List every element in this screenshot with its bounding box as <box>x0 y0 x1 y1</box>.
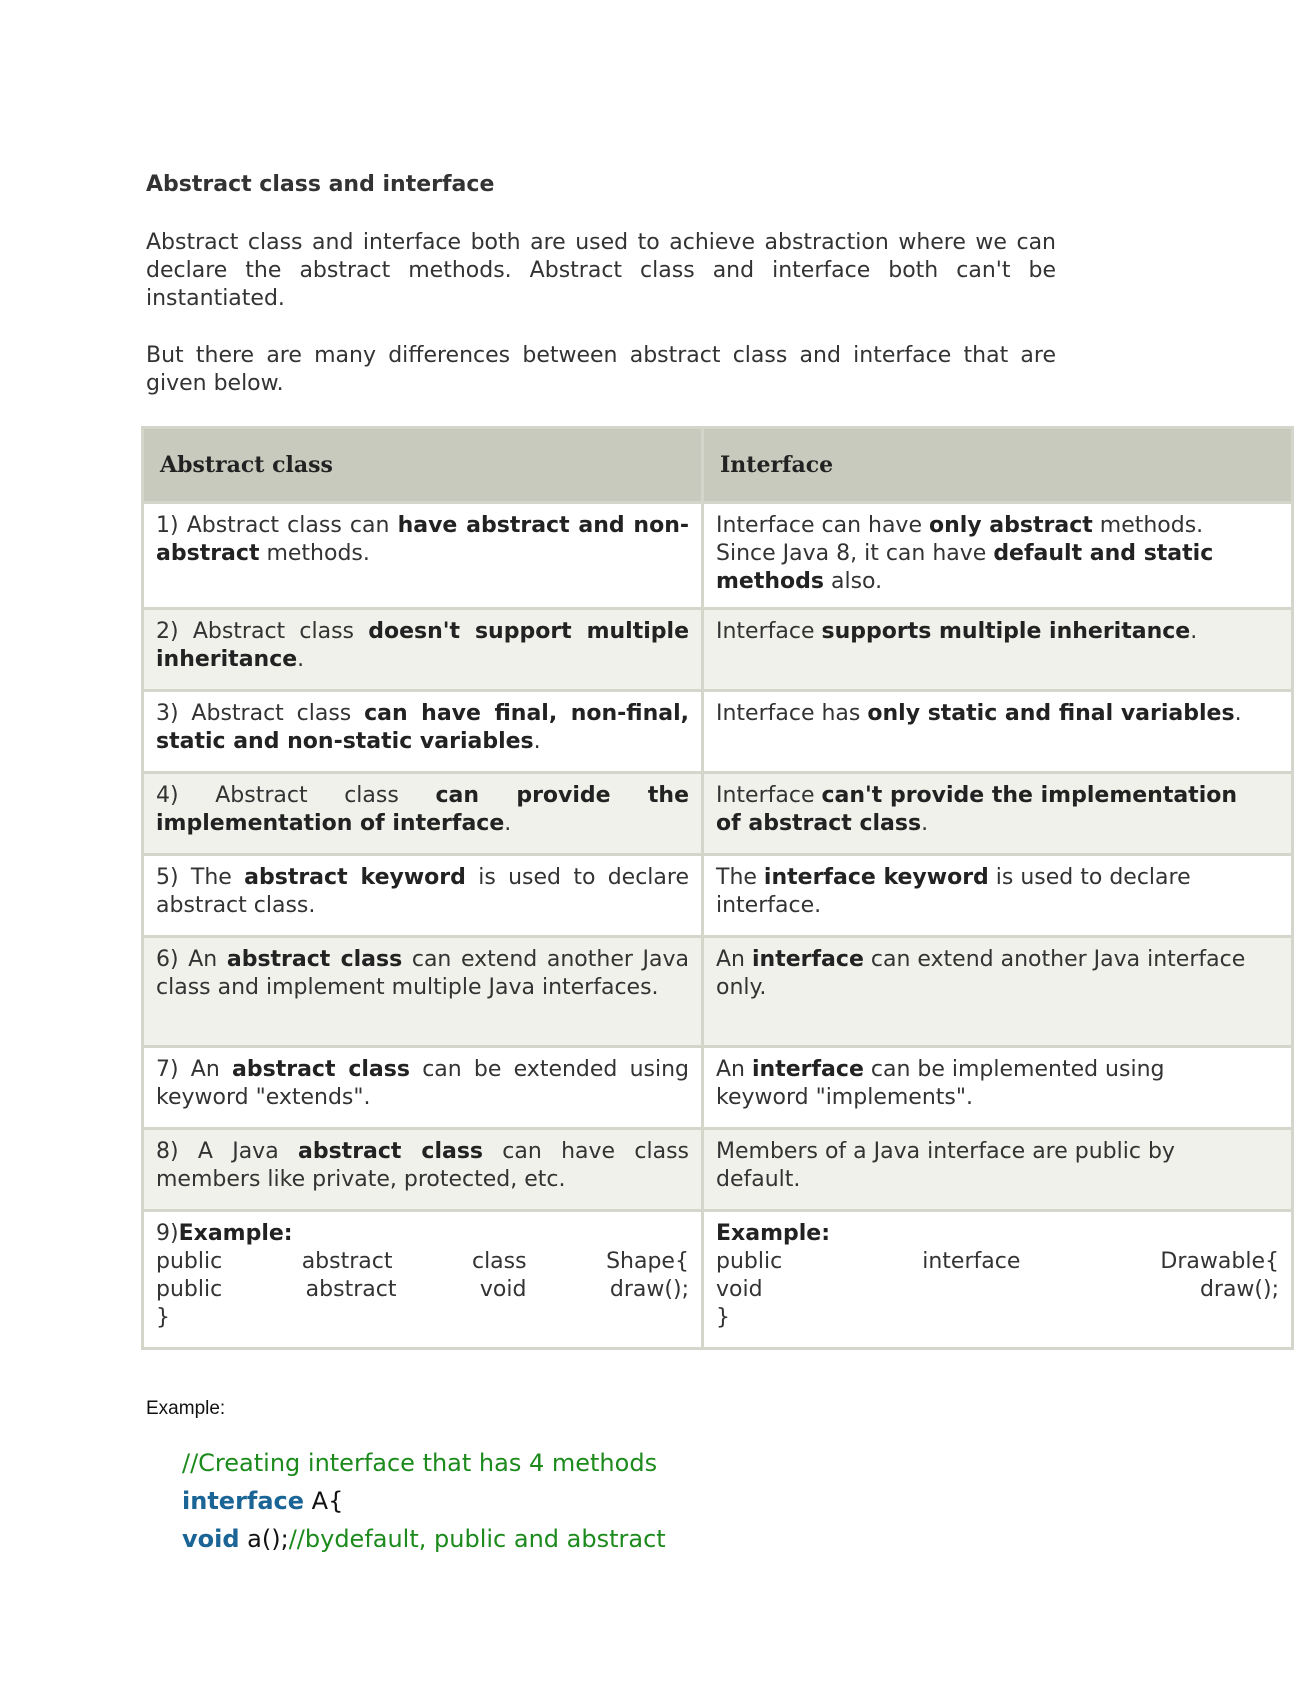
differences-paragraph: But there are many differences between abstract class and interface that are given below. <box>146 343 1056 396</box>
abstract-class-cell: 2) Abstract class doesn't support multiple inheritance. <box>143 609 703 691</box>
table-row <box>143 609 1293 691</box>
header-abstract-class: Abstract class <box>143 428 703 503</box>
code-line-method: void a();//bydefault, public and abstract <box>182 1525 666 1553</box>
page-title: Abstract class and interface <box>146 172 495 197</box>
abstract-class-example-cell: 9)Example: public abstract class Shape{ public abstract void draw(); } <box>143 1211 703 1349</box>
interface-cell: An interface can be implemented using keyword "implements". <box>703 1047 1293 1129</box>
interface-cell: Interface has only static and final variables. <box>703 691 1293 773</box>
header-interface: Interface <box>703 428 1293 503</box>
table-row <box>143 691 1293 773</box>
abstract-class-cell: 7) An abstract class can be extended using keyword "extends". <box>143 1047 703 1129</box>
table-row <box>143 1211 1293 1349</box>
interface-cell: Interface can't provide the implementation of abstract class. <box>703 773 1293 855</box>
table-row <box>143 1129 1293 1211</box>
table-row <box>143 855 1293 937</box>
comparison-table <box>141 426 1294 1350</box>
code-line-interface: interface A{ <box>182 1487 344 1515</box>
interface-example-cell: Example: public interface Drawable{ void draw(); } <box>703 1211 1293 1349</box>
intro-paragraph: Abstract class and interface both are used to achieve abstraction where we can declare the abstract methods. Abstract class and interface both can't be instantiated. <box>146 230 1056 311</box>
table-row <box>143 503 1293 609</box>
abstract-class-cell: 8) A Java abstract class can have class members like private, protected, etc. <box>143 1129 703 1211</box>
table-row <box>143 937 1293 1047</box>
table-row <box>143 773 1293 855</box>
table-row <box>143 1047 1293 1129</box>
comparison-table-container <box>141 426 1279 1350</box>
abstract-class-cell: 4) Abstract class can provide the implementation of interface. <box>143 773 703 855</box>
interface-cell: Interface supports multiple inheritance. <box>703 609 1293 691</box>
abstract-class-cell: 3) Abstract class can have final, non-final, static and non-static variables. <box>143 691 703 773</box>
code-line-comment: //Creating interface that has 4 methods <box>182 1449 658 1477</box>
example-label: Example: <box>146 1398 226 1419</box>
abstract-class-cell: 6) An abstract class can extend another Java class and implement multiple Java interfaces. <box>143 937 703 1047</box>
interface-cell: An interface can extend another Java interface only. <box>703 937 1293 1047</box>
abstract-class-cell: 1) Abstract class can have abstract and non-abstract methods. <box>143 503 703 609</box>
abstract-class-cell: 5) The abstract keyword is used to declare abstract class. <box>143 855 703 937</box>
interface-cell: The interface keyword is used to declare interface. <box>703 855 1293 937</box>
interface-cell: Interface can have only abstract methods. Since Java 8, it can have default and static methods also. <box>703 503 1293 609</box>
table-header-row <box>143 428 1293 503</box>
interface-cell: Members of a Java interface are public by default. <box>703 1129 1293 1211</box>
